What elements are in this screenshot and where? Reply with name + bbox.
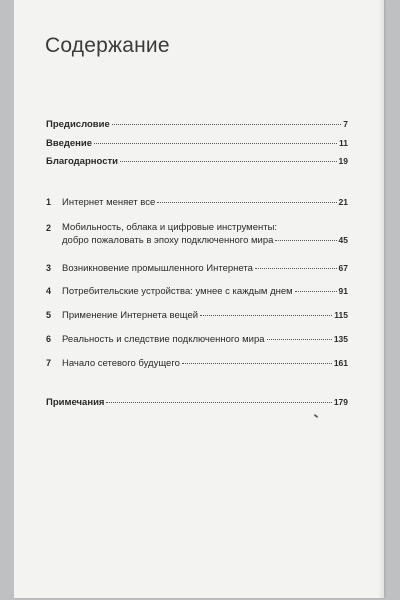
toc-entry-page: 7: [343, 119, 348, 129]
dot-leader: [120, 161, 337, 162]
toc-entry-label: Возникновение промышленного Интернета: [62, 263, 253, 274]
toc-entry-acknowledgements[interactable]: [46, 155, 348, 168]
toc-entry-label: Интернет меняет все: [62, 197, 156, 208]
dot-leader: [295, 291, 337, 292]
page-edge-shadow: [378, 0, 384, 598]
toc-entry-label: Примечания: [46, 397, 105, 408]
toc-entry-page: 21: [338, 197, 348, 207]
toc-entry-chapter-6[interactable]: [46, 333, 348, 346]
toc-entry-label: Предисловие: [46, 119, 110, 130]
dot-leader: [275, 240, 336, 241]
dot-leader: [112, 124, 342, 125]
chapter-number: 7: [46, 358, 52, 368]
chapter-number: 4: [46, 286, 52, 296]
toc-entry-introduction[interactable]: [46, 137, 348, 150]
dot-leader: [182, 363, 332, 364]
toc-entry-chapter-5[interactable]: [46, 309, 348, 322]
toc-entry-page: 135: [333, 334, 348, 344]
table-of-contents: [46, 0, 348, 600]
toc-entry-page: 11: [339, 138, 348, 148]
toc-entry-label: Введение: [46, 138, 93, 149]
dot-leader: [157, 202, 336, 203]
toc-entry-page: 91: [338, 286, 348, 296]
dot-leader: [267, 339, 332, 340]
toc-entry-chapter-4[interactable]: [46, 285, 348, 298]
toc-entry-chapter-2[interactable]: [46, 222, 348, 247]
toc-entry-chapter-1[interactable]: [46, 196, 348, 209]
book-page: [14, 0, 384, 598]
chapter-number: 6: [46, 334, 52, 344]
toc-entry-label: Реальность и следствие подключенного мира: [62, 334, 265, 345]
toc-entry-page: 115: [334, 310, 348, 320]
chapter-number: 1: [46, 197, 52, 207]
toc-entry-label: Начало сетевого будущего: [62, 358, 180, 369]
dot-leader: [94, 143, 337, 144]
toc-entry-preface[interactable]: [46, 118, 348, 131]
chapter-number: 2: [46, 223, 52, 233]
dot-leader: [255, 268, 337, 269]
toc-entry-page: 161: [333, 358, 348, 368]
toc-entry-label: Благодарности: [46, 156, 118, 167]
toc-entry-page: 19: [338, 156, 348, 166]
chapter-number: 5: [46, 310, 52, 320]
chapter-number: 3: [46, 263, 52, 273]
toc-entry-page: 45: [338, 235, 348, 245]
toc-entry-page: 67: [338, 263, 348, 273]
toc-entry-label: Потребительские устройства: умнее с каждым днем: [62, 286, 293, 297]
toc-entry-chapter-3[interactable]: [46, 262, 348, 275]
toc-entry-notes[interactable]: [46, 396, 348, 409]
toc-entry-page: 179: [333, 397, 348, 407]
toc-entry-chapter-7[interactable]: [46, 357, 348, 370]
toc-entry-label-line2: добро пожаловать в эпоху подключенного мира: [62, 235, 274, 246]
toc-entry-label-line1: Мобильность, облака и цифровые инструменты:: [62, 222, 278, 233]
dot-leader: [106, 402, 331, 403]
dot-leader: [200, 315, 332, 316]
page-title: Содержание: [45, 34, 170, 57]
toc-entry-label: Применение Интернета вещей: [62, 310, 199, 321]
